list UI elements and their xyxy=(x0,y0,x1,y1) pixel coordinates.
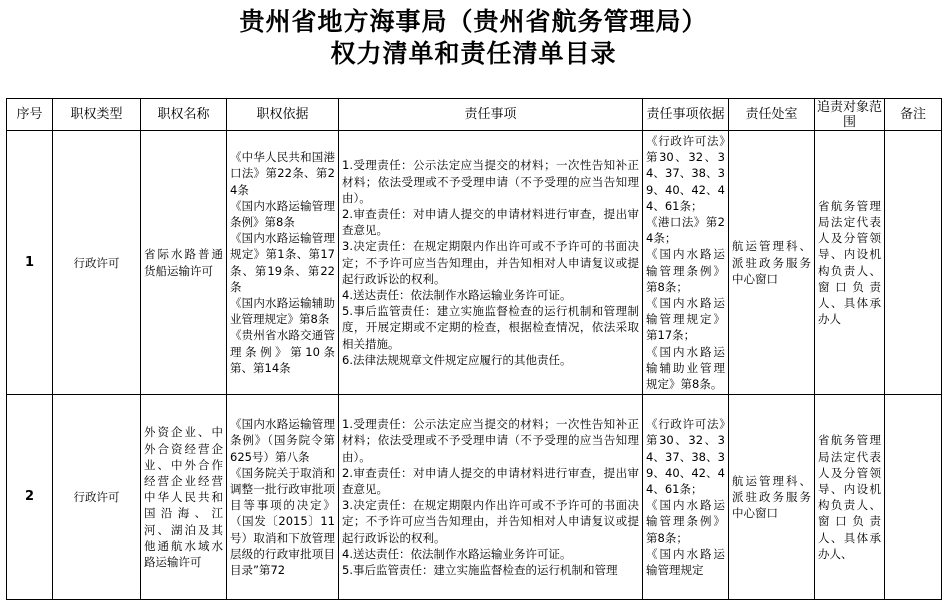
row-category: 行政许可 xyxy=(53,395,141,600)
responsibility-item: 6.法律法规规章文件规定应履行的其他责任。 xyxy=(342,352,572,367)
resp-basis-item: 《国内水路运输管理条例》第8条； xyxy=(646,247,725,294)
header-seq: 序号 xyxy=(7,99,53,131)
row-remarks xyxy=(885,131,942,395)
responsibility-item: 4.送达责任：依法制作水路运输业务许可证。 xyxy=(342,287,572,302)
header-resp-basis: 责任事项依据 xyxy=(643,99,729,131)
responsibility-item: 1.受理责任：公示法定应当提交的材料；一次性告知补正材料；依法受理或不予受理申请（不予受理的应当告知理由）。 xyxy=(342,158,639,205)
row-name: 省际水路普通货船运输许可 xyxy=(141,131,227,395)
header-accountability: 追责对象范围 xyxy=(815,99,885,131)
header-responsibilities: 责任事项 xyxy=(339,99,643,131)
table-header-row xyxy=(7,99,942,131)
row-remarks xyxy=(885,395,942,600)
basis-item: 《国内水路运输辅助业管理规定》第8条 xyxy=(230,296,335,327)
header-name: 职权名称 xyxy=(141,99,227,131)
row-basis xyxy=(227,395,339,600)
table-row xyxy=(7,131,942,395)
basis-item: 《贵州省水路交通管理条例》第10条第、第14条 xyxy=(230,328,335,375)
table-row xyxy=(7,395,942,600)
row-category: 行政许可 xyxy=(53,131,141,395)
basis-item: 《国内水路运输管理条例》（国务院令第625号）第八条 xyxy=(230,417,335,464)
responsibility-item: 1.受理责任：公示法定应当提交的材料；一次性告知补正材料；依法受理或不予受理申请（不予受理的应当告知理由）。 xyxy=(342,417,639,464)
row-accountability: 省航务管理局法定代表人及分管领导、内设机构负责人、窗口负责人、具体承办人 xyxy=(815,131,885,395)
power-responsibility-table xyxy=(6,98,942,600)
resp-basis-item: 《国内水路运输管理条例》第8条； xyxy=(646,498,725,545)
row-seq: 1 xyxy=(7,131,53,395)
basis-item: 《中华人民共和国港口法》第22条、第24条 xyxy=(230,150,335,197)
responsibility-item: 5.事后监管责任：建立实施监督检查的运行机制和管理 xyxy=(342,563,618,578)
row-resp-basis xyxy=(643,395,729,600)
header-remarks: 备注 xyxy=(885,99,942,131)
basis-item: 《国务院关于取消和调整一批行政审批项目等事项的决定》（国发〔2015〕11号）取消和下放管理层级的行政审批项目目录”第72 xyxy=(230,465,335,578)
responsibility-item: 3.决定责任：在规定期限内作出许可或不予许可的书面决定；不予许可应当告知理由，并告知相对人申请复议或提起行政诉讼的权利。 xyxy=(342,498,639,545)
resp-basis-item: 《国内水路运输辅助业管理规定》第8条。 xyxy=(646,344,725,392)
row-accountability: 省航务管理局法定代表人及分管领导、内设机构负责人、窗口负责人、具体承办人、 xyxy=(815,395,885,600)
resp-basis-item: 《国内水路运输管理规定》第17条； xyxy=(646,296,725,343)
header-basis: 职权依据 xyxy=(227,99,339,131)
responsibility-item: 3.决定责任：在规定期限内作出许可或不予许可的书面决定；不予许可应当告知理由，并告知相对人申请复议或提起行政诉讼的权利。 xyxy=(342,239,639,286)
row-office: 航运管理科、派驻政务服务中心窗口 xyxy=(729,131,815,395)
row-name: 外资企业、中外合资经营企业、中外合作经营企业经营中华人民共和国沿海、江河、湖泊及其他通航水域水路运输许可 xyxy=(141,395,227,600)
row-responsibilities xyxy=(339,395,643,600)
basis-item: 《国内水路运输管理条例》第8条 xyxy=(230,198,335,230)
row-seq: 2 xyxy=(7,395,53,600)
resp-basis-item: 《国内水路运输管理规定 xyxy=(646,546,725,578)
document-title-line-2: 权力清单和责任清单目录 xyxy=(330,39,617,68)
row-responsibilities xyxy=(339,131,643,395)
header-category: 职权类型 xyxy=(53,99,141,131)
basis-item: 《国内水路运输管理规定》第1条、第17条、第19条、第22条 xyxy=(230,231,335,294)
resp-basis-item: 《港口法》第24条； xyxy=(646,215,725,246)
resp-basis-item: 《行政许可法》第30、32、34、37、38、39、40、42、44、61条； xyxy=(646,417,725,497)
row-office: 航运管理科、派驻政务服务中心窗口 xyxy=(729,395,815,600)
row-resp-basis xyxy=(643,131,729,395)
row-basis xyxy=(227,131,339,395)
resp-basis-item: 《行政许可法》第30、32、34、37、38、39、40、42、44、61条； xyxy=(646,134,725,213)
document-title-line-1: 贵州省地方海事局（贵州省航务管理局） xyxy=(239,7,708,36)
responsibility-item: 2.审查责任：对申请人提交的申请材料进行审查，提出审查意见。 xyxy=(342,206,639,238)
responsibility-item: 4.送达责任：依法制作水路运输业务许可证。 xyxy=(342,546,572,561)
responsibility-item: 2.审查责任：对申请人提交的申请材料进行审查，提出审查意见。 xyxy=(342,465,639,497)
header-office: 责任处室 xyxy=(729,99,815,131)
responsibility-item: 5.事后监管责任：建立实施监督检查的运行机制和管理制度，开展定期或不定期的检查，根据检查情况，依法采取相关措施。 xyxy=(342,304,639,351)
